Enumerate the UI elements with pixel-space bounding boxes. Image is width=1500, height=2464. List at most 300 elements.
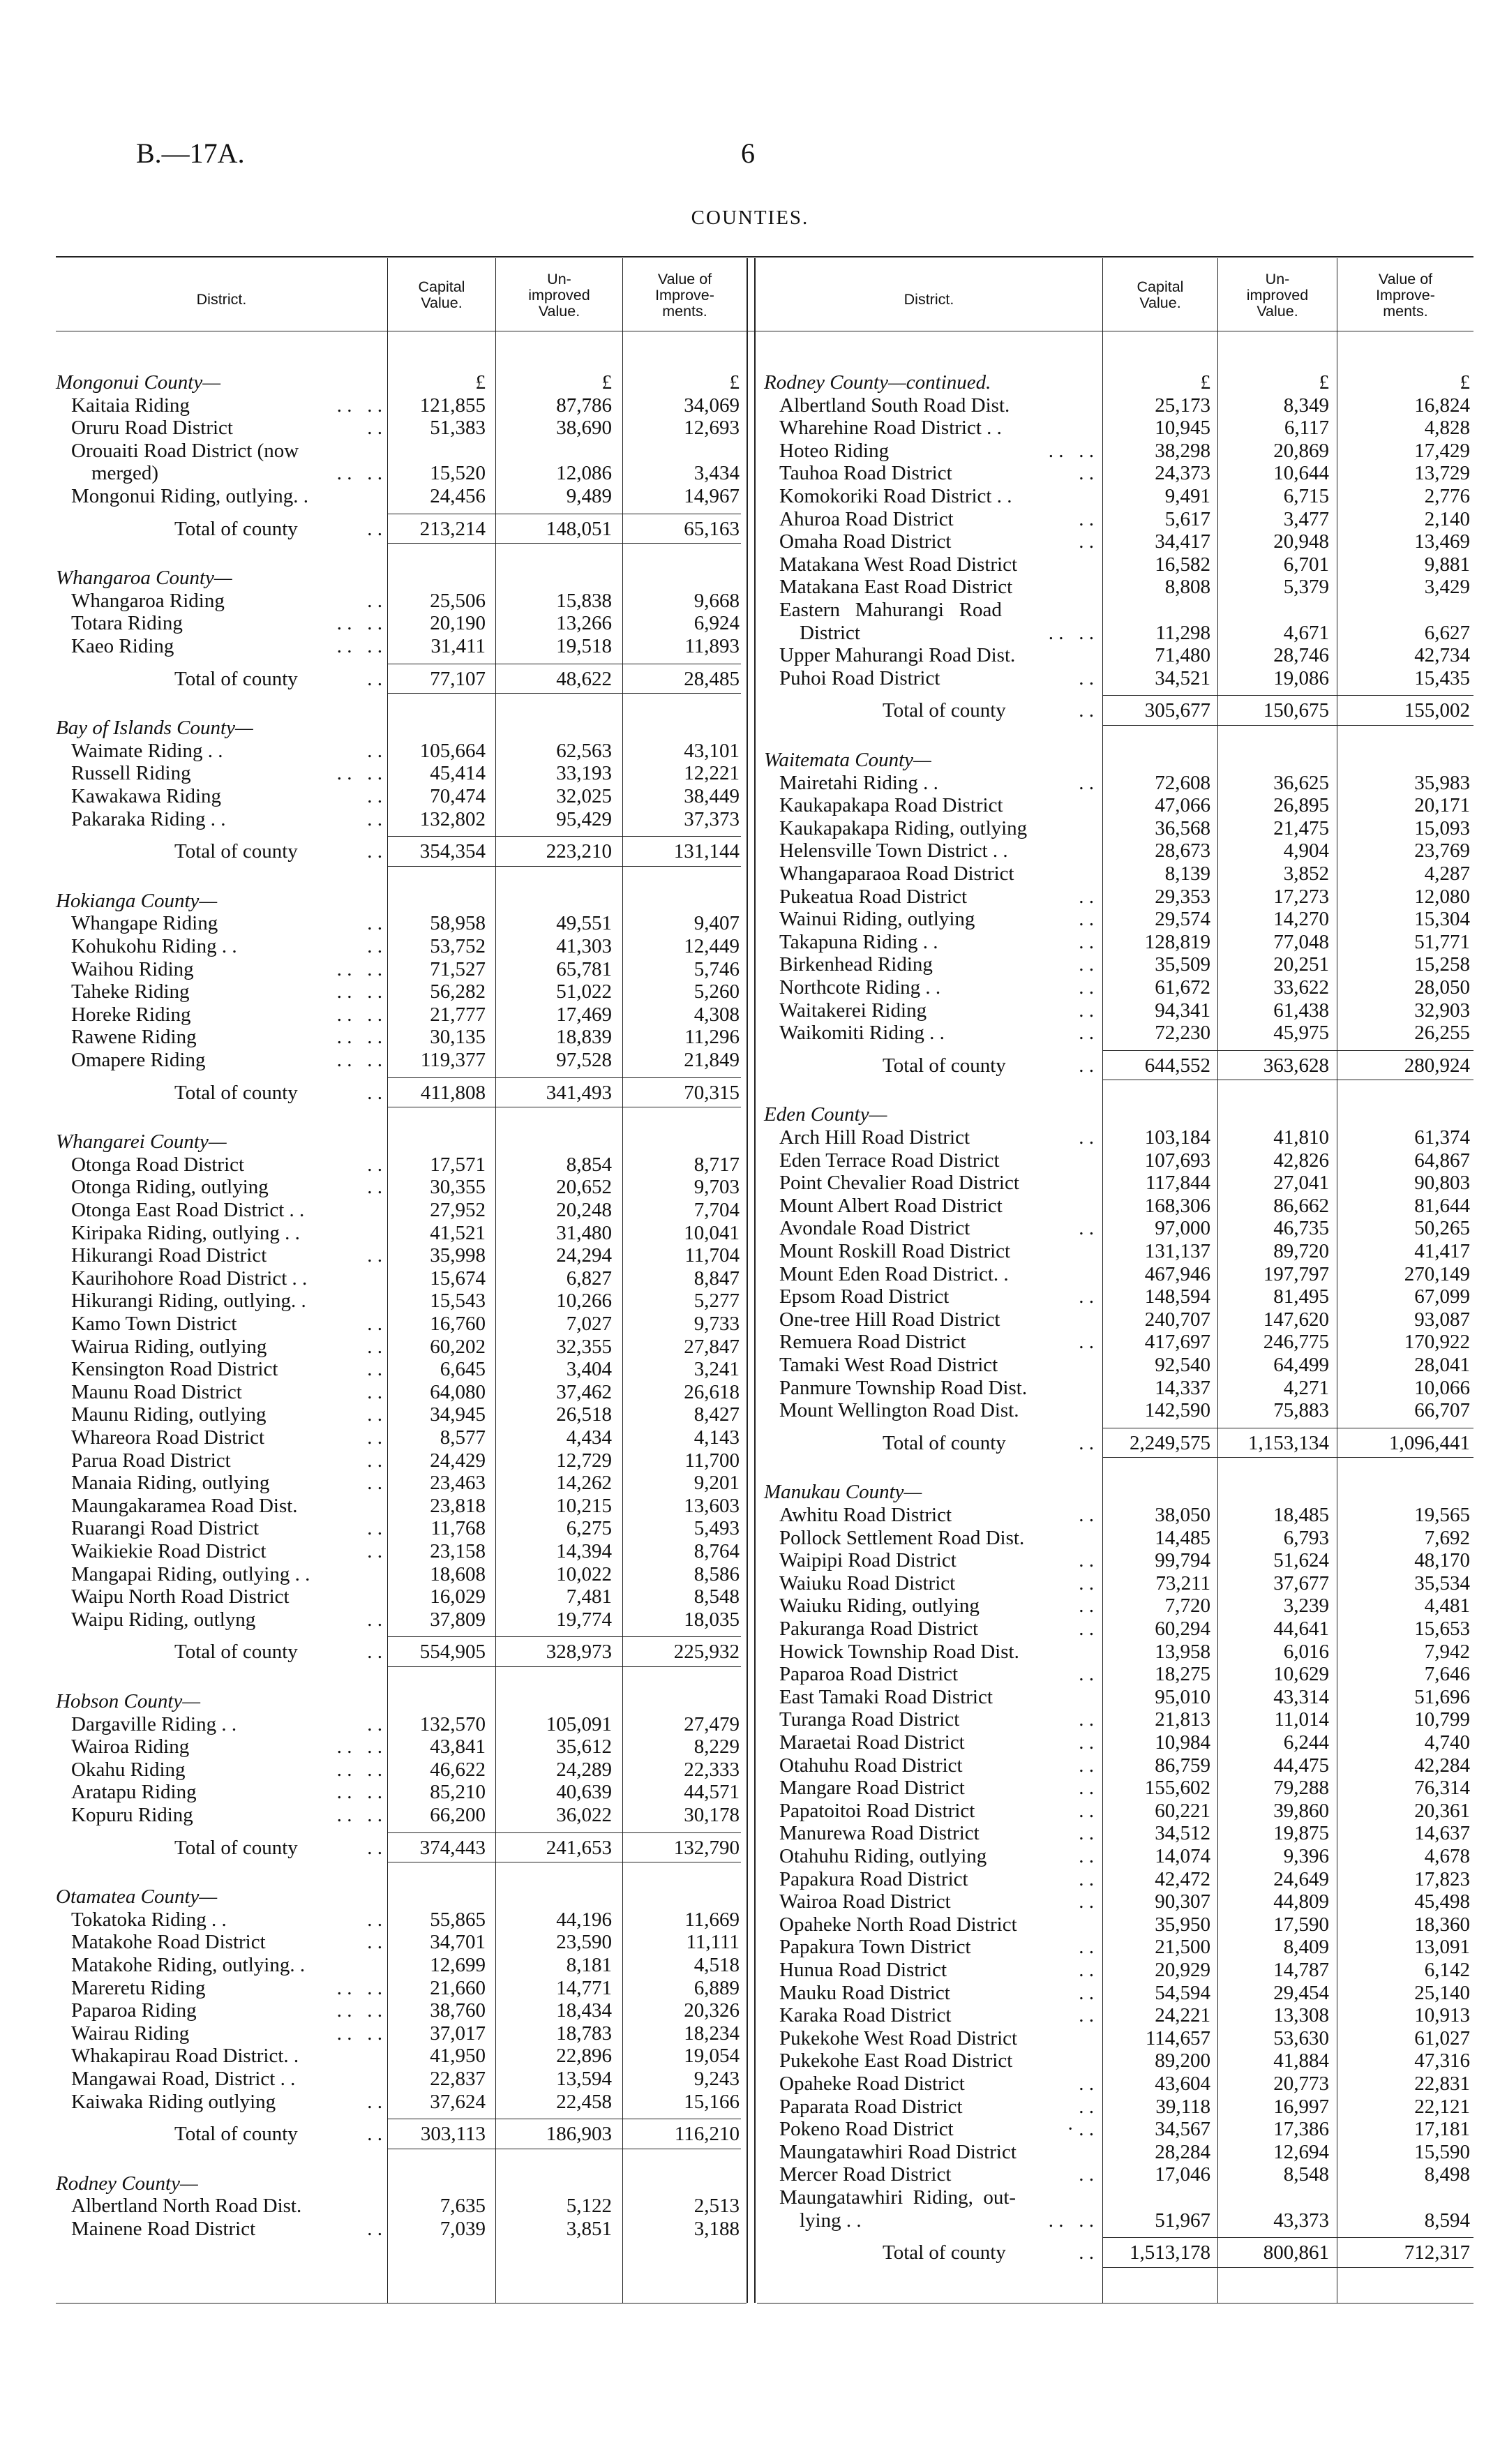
capital-value: 417,697 [1144,1331,1210,1354]
unimproved-value: 97,528 [556,1049,612,1071]
unimproved-value: 61,438 [1273,999,1329,1022]
table-row [0,2186,1500,2209]
capital-value: 30,135 [430,1026,486,1049]
improvements-value: 1,096,441 [1389,1431,1470,1454]
district-name: Waipu North Road District [71,1585,290,1608]
improvements-value: 7,646 [1424,1663,1470,1686]
district-name: Whangaroa Riding [71,589,225,612]
county-name: Whangarei County— [56,1130,227,1153]
unimproved-value: 150,675 [1263,699,1329,722]
capital-value: 107,693 [1144,1149,1210,1172]
improvements-value: 116,210 [674,2123,740,2146]
capital-value: 18,275 [1155,1663,1210,1686]
district-name: Waihou Riding [71,957,194,980]
improvements-value: 18,234 [684,2022,740,2045]
unimproved-value: 10,266 [556,1290,612,1313]
improvements-value: 15,653 [1414,1618,1470,1640]
capital-value: 24,221 [1155,2004,1210,2027]
table-row [0,886,1500,908]
unimproved-value: 14,771 [556,1976,612,1999]
county-total-row [0,699,1500,722]
district-name: Maungatawhiri Riding, out- [779,2186,1017,2209]
capital-value: 554,905 [419,1641,486,1664]
district-name: Wharehine Road District . . [779,417,1002,440]
improvements-value: 9,243 [693,2068,740,2090]
district-name: Maunu Riding, outlying [71,1403,267,1426]
unimproved-value: 18,434 [556,1999,612,2022]
unimproved-value: 6,793 [1283,1526,1329,1549]
unimproved-value: 14,262 [556,1472,612,1495]
improvements-value: 25,140 [1414,1981,1470,2004]
unimproved-value: 37,677 [1273,1571,1329,1595]
capital-value: 11,768 [430,1517,486,1540]
district-name: Wairau Riding [71,2022,190,2045]
district-name: Hikurangi Road District [71,1244,267,1267]
leader-dots: . . [367,2218,382,2240]
capital-value: 38,050 [1155,1504,1210,1526]
unimproved-value: 14,787 [1273,1959,1329,1981]
table-row [0,371,1500,417]
district-name: Omaha Road District [779,530,952,553]
capital-value: 10,945 [1155,417,1210,440]
unimproved-value: 12,694 [1273,2140,1329,2163]
district-name: Mauku Road District [779,1981,950,2004]
capital-value: 15,543 [430,1290,486,1313]
improvements-value: 2,513 [693,2195,740,2218]
unimproved-value: 363,628 [1263,1054,1329,1077]
capital-value: 303,113 [420,2123,486,2146]
leader-dots: . . [367,1540,382,1562]
table-row [0,667,1500,689]
unimproved-value: 95,429 [556,807,612,830]
capital-value: 128,819 [1144,930,1210,953]
capital-value: 354,354 [419,840,486,863]
unimproved-value: 18,783 [556,2022,612,2045]
unimproved-value: 27,041 [1273,1172,1329,1195]
improvements-value: 280,924 [1404,1054,1470,1077]
capital-value: 85,210 [430,1781,486,1804]
improvements-value: 19,565 [1414,1504,1470,1526]
table-row [0,530,1500,553]
improvements-value: 4,308 [693,1003,740,1026]
district-name: lying . . [779,2209,862,2232]
unimproved-value: 3,477 [1283,507,1329,530]
leader-dots: . . . . [336,1781,382,1804]
table-row [0,462,1500,484]
district-name: Rawene Riding [71,1026,197,1049]
unimproved-value: 44,641 [1273,1618,1329,1640]
improvements-value: 18,360 [1414,1913,1470,1936]
capital-value: 10,984 [1155,1731,1210,1754]
capital-value: 8,808 [1164,576,1210,599]
district-name: Pukekohe East Road District [779,2049,1013,2073]
district-name: Omapere Riding [71,1049,206,1071]
district-name: Aratapu Riding [71,1781,197,1804]
district-name: Turanga Road District [779,1708,960,1731]
unimproved-value: 13,594 [556,2068,612,2090]
unimproved-value: 1,153,134 [1248,1431,1329,1454]
table-row [0,1504,1500,1526]
leader-dots: . . [367,1712,382,1735]
district-name: Wairua Riding, outlying [71,1335,267,1358]
leader-dots: . . . . [336,1026,382,1049]
table-row [0,1240,1500,1262]
district-name: Eastern Mahurangi Road [779,599,1002,621]
unimproved-value: 6,715 [1283,485,1329,507]
unimproved-value: 40,639 [556,1781,612,1804]
capital-value: 51,383 [430,417,486,440]
unimproved-value: 4,904 [1283,839,1329,863]
capital-value: 8,139 [1164,863,1210,885]
improvements-value: 20,171 [1414,794,1470,817]
unimproved-value: 10,644 [1273,462,1329,485]
table-row [0,1890,1500,1913]
district-name: Opaheke Road District [779,2073,965,2095]
improvements-value: 15,166 [684,2090,740,2113]
leader-dots: . . . . [1048,2209,1094,2232]
leader-dots: . . [367,1908,382,1931]
capital-value: 644,552 [1144,1054,1210,1077]
table-row [0,1527,1500,1549]
table-row [0,1731,1500,1754]
capital-value: 37,809 [430,1608,486,1631]
improvements-value: 3,241 [693,1358,740,1381]
table-row [0,1572,1500,1595]
improvements-value: 67,099 [1414,1285,1470,1308]
district-name: Mangare Road District [779,1777,965,1800]
improvements-value: 66,707 [1414,1399,1470,1422]
improvements-value: 27,847 [684,1335,740,1358]
improvements-value: 90,803 [1414,1172,1470,1195]
capital-value: 142,590 [1144,1399,1210,1422]
county-heading-row [0,749,1500,771]
unimproved-value: 4,671 [1283,621,1329,644]
leader-dots: . . [1079,1126,1094,1149]
county-name: Mongonui County— [56,371,221,394]
district-name: Tokatoka Riding . . [71,1908,227,1931]
unimproved-value: 24,649 [1273,1867,1329,1890]
leader-dots: . . [367,1641,382,1664]
capital-value: 8,577 [440,1426,486,1449]
unimproved-value: 3,239 [1283,1595,1329,1618]
leader-dots: . . [1079,1331,1094,1354]
table-row [0,553,1500,576]
capital-value: 73,211 [1155,1571,1210,1595]
table-row [0,1149,1500,1172]
leader-dots: . . [1079,1054,1094,1077]
improvements-value: 8,717 [693,1153,740,1176]
table-row [0,839,1500,862]
table-row [0,1822,1500,1844]
capital-value: 38,298 [1155,439,1210,462]
capital-value: 20,190 [430,612,486,635]
improvements-value: 81,644 [1414,1194,1470,1217]
district-name: Mangawai Road, District . . [71,2068,296,2090]
district-name: East Tamaki Road District [779,1685,993,1708]
district-name: Eden Terrace Road District [779,1149,1000,1172]
capital-value: 35,998 [430,1244,486,1267]
capital-value: 51,967 [1155,2209,1210,2232]
capital-value: 23,818 [430,1494,486,1517]
unimproved-value: 33,622 [1273,976,1329,999]
improvements-value: 42,734 [1414,644,1470,667]
leader-dots: . . . . [336,1758,382,1781]
unimproved-value: 5,379 [1283,576,1329,599]
improvements-value: 225,932 [673,1641,740,1664]
improvements-value: 15,304 [1414,908,1470,931]
county-name: Eden County— [764,1103,887,1126]
unimproved-value: 41,303 [556,935,612,957]
improvements-value: 61,374 [1414,1126,1470,1149]
leader-dots: . . [1079,1845,1094,1867]
unimproved-value: 20,652 [556,1176,612,1199]
unimproved-value: 22,896 [556,2045,612,2068]
district-name: Birkenhead Riding [779,953,933,976]
district-name: Maungakaramea Road Dist. [71,1494,298,1517]
unimproved-value: 36,022 [556,1804,612,1826]
table-row [0,2073,1500,2095]
district-name: Parua Road District [71,1449,231,1472]
table-row [0,1959,1500,1981]
capital-value: 29,353 [1155,885,1210,908]
capital-value: 95,010 [1155,1685,1210,1708]
county-total-row [0,2241,1500,2264]
district-name: Epsom Road District [779,1285,950,1308]
improvements-value: £ 16,824 [1414,371,1470,417]
capital-value: 53,752 [430,935,486,957]
unimproved-value: 148,051 [546,517,612,540]
unimproved-value: 89,720 [1273,1240,1329,1262]
total-rule-bottom [1103,2267,1473,2268]
leader-dots: . . [1079,1822,1094,1845]
district-name: Matakana West Road District [779,553,1018,576]
improvements-value: 8,427 [693,1403,740,1426]
capital-value: £ 121,855 [419,371,486,417]
district-name: Paparoa Road District [779,1663,959,1686]
total-rule-top [388,1077,741,1078]
capital-value: 24,456 [430,485,486,507]
capital-value: 60,294 [1155,1618,1210,1640]
capital-value: 22,837 [430,2068,486,2090]
improvements-value: 51,771 [1414,930,1470,953]
district-name: Papakura Town District [779,1936,971,1959]
improvements-value: 14,637 [1414,1822,1470,1845]
table-row [0,2027,1500,2049]
improvements-value: 27,479 [684,1712,740,1735]
capital-value: 305,677 [1144,699,1210,722]
table-row [0,1845,1500,1867]
improvements-value: 30,178 [684,1804,740,1826]
improvements-value: 38,449 [684,785,740,807]
improvements-value: 15,258 [1414,953,1470,976]
county-name: Rodney County—continued. [764,371,991,394]
improvements-value: 5,277 [693,1290,740,1313]
capital-value: 61,672 [1155,976,1210,999]
unimproved-value: 3,852 [1283,863,1329,885]
district-name: Otonga Riding, outlying [71,1176,269,1199]
capital-value: 70,474 [430,785,486,807]
table-row [0,1663,1500,1685]
capital-value: 28,284 [1155,2140,1210,2163]
unimproved-value: 51,022 [556,980,612,1003]
table-row [0,599,1500,621]
capital-value: 86,759 [1155,1754,1210,1777]
table-row [0,622,1500,644]
capital-value: 41,521 [430,1221,486,1244]
improvements-value: 17,181 [1414,2118,1470,2141]
leader-dots: . . [1079,1217,1094,1240]
unimproved-value: 7,027 [566,1313,612,1335]
table-row [0,1618,1500,1640]
leader-dots: . . . . [1048,621,1094,644]
district-name: Otahuhu Road District [779,1754,963,1777]
leader-dots: . . . . [336,1999,382,2022]
unimproved-value: 22,458 [556,2090,612,2113]
improvements-value: 22,121 [1414,2095,1470,2118]
improvements-value: 9,881 [1424,553,1470,576]
district-name: Waipipi Road District [779,1549,957,1572]
table-row [0,485,1500,507]
leader-dots: . . [367,912,382,935]
leader-dots: . . . . [336,1735,382,1759]
table-row [0,2209,1500,2232]
improvements-value: 132,790 [673,1836,740,1859]
capital-value: 36,568 [1155,816,1210,839]
table-row [0,1263,1500,1285]
table-row [0,2096,1500,2118]
unimproved-value: 62,563 [556,739,612,762]
county-name: Otamatea County— [56,1886,218,1909]
county-total-row [0,1082,1500,1104]
capital-value: 64,080 [430,1380,486,1403]
unimproved-value: 39,860 [1273,1799,1329,1822]
district-name: Kaurihohore Road District . . [71,1267,308,1290]
improvements-value: 50,265 [1414,1217,1470,1240]
capital-value: 60,202 [430,1335,486,1358]
district-name: Whangape Riding [71,912,218,935]
improvements-value: 11,111 [686,1931,740,1954]
column-header-district-right: District. [903,291,954,308]
table-row [0,1354,1500,1376]
district-name: Kamo Town District [71,1313,237,1335]
unimproved-value: 86,662 [1273,1194,1329,1217]
district-name: Hunua Road District [779,1959,947,1981]
capital-value: 119,377 [420,1049,486,1071]
improvements-value: 131,144 [673,840,740,863]
unimproved-value: 44,475 [1273,1754,1329,1777]
improvements-value: 45,498 [1414,1890,1470,1913]
capital-value: 29,574 [1155,908,1210,931]
leader-dots: . . [367,1335,382,1358]
improvements-value: 5,746 [693,957,740,980]
table-row [0,1800,1500,1822]
improvements-value: 28,041 [1414,1354,1470,1376]
table-row [0,1549,1500,1571]
district-name: Horeke Riding [71,1003,191,1026]
improvements-value: 7,942 [1424,1640,1470,1663]
leader-dots: . . [1079,699,1094,722]
unimproved-value: 53,630 [1273,2026,1329,2049]
improvements-value: 11,669 [684,1908,740,1931]
district-name: Pollock Settlement Road Dist. [779,1526,1025,1549]
capital-value: 66,200 [430,1804,486,1826]
improvements-value: 70,315 [684,1081,740,1104]
improvements-value: 13,603 [684,1494,740,1517]
leader-dots: . . [367,840,382,863]
unimproved-value: 19,774 [556,1608,612,1631]
unimproved-value: 13,266 [556,612,612,635]
district-name: Matakohe Road District [71,1931,266,1954]
district-name: Northcote Riding . . [779,976,941,999]
leader-dots: . . [367,2123,382,2146]
unimproved-value: 45,975 [1273,1022,1329,1045]
improvements-value: 26,255 [1414,1022,1470,1045]
district-name: Kaukapakapa Road District [779,794,1003,817]
capital-value: 18,608 [430,1562,486,1585]
improvements-value: 43,101 [684,739,740,762]
improvements-value: 15,435 [1414,666,1470,689]
district-name: Waikomiti Riding . . [779,1022,945,1045]
table-row [0,772,1500,794]
leader-dots: . . . . [336,394,382,417]
unimproved-value: 16,997 [1273,2095,1329,2118]
capital-value: 58,958 [430,912,486,935]
table-row [0,999,1500,1022]
leader-dots: . . [367,1081,382,1104]
leader-dots: . . [1079,666,1094,689]
district-name: Otonga Road District [71,1153,245,1176]
column-header-improvements-right: Value of Improve- ments. [1376,271,1435,320]
district-name: Mount Eden Road District. . [779,1262,1009,1285]
capital-value: 34,701 [430,1931,486,1954]
improvements-value: 10,799 [1414,1708,1470,1731]
improvements-value: 13,729 [1414,462,1470,485]
unimproved-value: 81,495 [1273,1285,1329,1308]
unimproved-value: 41,810 [1273,1126,1329,1149]
capital-value: 103,184 [1144,1126,1210,1149]
district-name: Point Chevalier Road District [779,1172,1019,1195]
capital-value: 77,107 [430,667,486,690]
capital-value: 14,485 [1155,1526,1210,1549]
district-name: One-tree Hill Road District [779,1308,1000,1331]
improvements-value: 37,373 [684,807,740,830]
improvements-value: 61,027 [1414,2026,1470,2049]
district-name: merged) [71,462,159,485]
unimproved-value: 20,869 [1273,439,1329,462]
leader-dots: . . . . [336,1003,382,1026]
capital-value: 39,118 [1155,2095,1210,2118]
unimproved-value: 48,622 [556,667,612,690]
improvements-value: 65,163 [684,517,740,540]
leader-dots: . . [1079,1754,1094,1777]
total-rule-bottom [1103,1457,1473,1458]
total-rule-top [1103,2237,1473,2238]
unimproved-value: 20,948 [1273,530,1329,553]
improvements-value: 8,847 [693,1267,740,1290]
improvements-value: 5,260 [693,980,740,1003]
leader-dots: . . [1079,2241,1094,2264]
district-name: Kopuru Riding [71,1804,193,1826]
leader-dots: . . [367,1608,382,1631]
improvements-value: 9,703 [693,1176,740,1199]
capital-value: 34,567 [1155,2118,1210,2141]
district-name: Kiripaka Riding, outlying . . [71,1221,300,1244]
leader-dots: · . . [1067,2118,1094,2141]
table-row [0,953,1500,976]
unimproved-value: 6,244 [1283,1731,1329,1754]
improvements-value: 32,903 [1414,999,1470,1022]
unimproved-value: 64,499 [1273,1354,1329,1376]
